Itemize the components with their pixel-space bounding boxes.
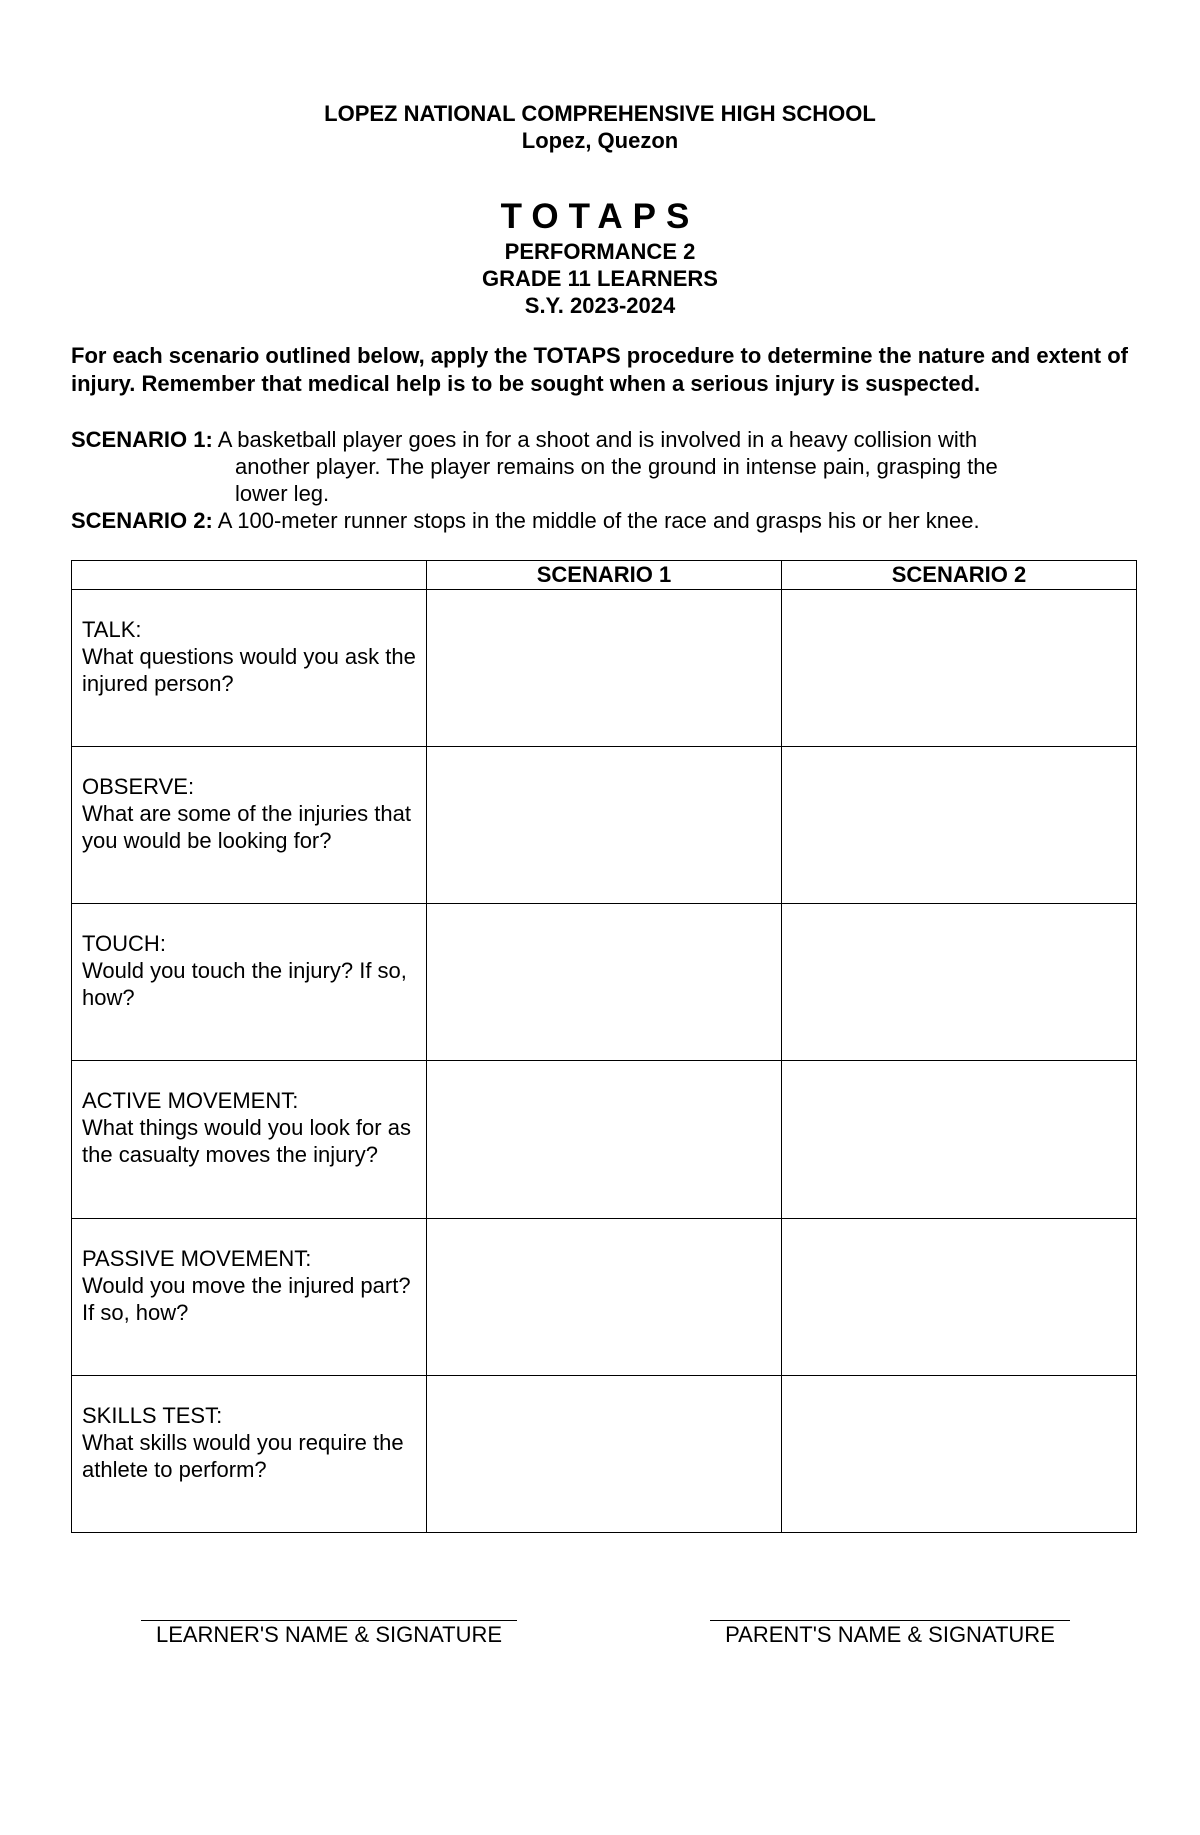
learner-signature-line[interactable]: [141, 1598, 517, 1621]
learner-signature-block: [141, 1598, 517, 1648]
step-name: PASSIVE MOVEMENT:: [82, 1246, 312, 1271]
table-row-skills-test: [72, 1376, 1137, 1533]
scenario-1: [71, 426, 1141, 507]
instructions: For each scenario outlined below, apply the TOTAPS procedure to determine the nature and extent of injury. Remember that medical help is to be sought when a serious injury is suspected.: [71, 343, 1128, 396]
table-row-observe: [72, 747, 1137, 904]
answer-cell-scenario-1[interactable]: [427, 1219, 782, 1376]
step-name: OBSERVE:: [82, 774, 195, 799]
parent-signature-block: [710, 1598, 1070, 1648]
step-cell: [72, 1376, 427, 1533]
table-row-passive-movement: [72, 1219, 1137, 1376]
step-name: TALK:: [82, 617, 142, 642]
page-title: TOTAPS: [500, 197, 700, 236]
scenario-1-text-line-3: lower leg.: [235, 481, 330, 506]
step-question: What skills would you require the athlete to perform?: [82, 1430, 404, 1482]
answer-cell-scenario-2[interactable]: [782, 904, 1137, 1061]
step-cell: [72, 904, 427, 1061]
step-question: Would you touch the injury? If so, how?: [82, 958, 407, 1010]
school-name: LOPEZ NATIONAL COMPREHENSIVE HIGH SCHOOL: [324, 101, 876, 126]
title-block: [0, 196, 1200, 319]
performance-label: PERFORMANCE 2: [504, 239, 696, 264]
step-question: What are some of the injuries that you would be looking for?: [82, 801, 411, 853]
scenario-1-text-line-2: another player. The player remains on the ground in intense pain, grasping the: [235, 454, 998, 479]
answer-cell-scenario-2[interactable]: [782, 1219, 1137, 1376]
parent-signature-label: PARENT'S NAME & SIGNATURE: [725, 1622, 1055, 1647]
parent-signature-line[interactable]: [710, 1598, 1070, 1621]
table-row-talk: [72, 590, 1137, 747]
school-header: [0, 100, 1200, 154]
answer-cell-scenario-2[interactable]: [782, 747, 1137, 904]
table-header-scenario-1: SCENARIO 1: [427, 561, 782, 590]
table-header-scenario-2: SCENARIO 2: [782, 561, 1137, 590]
step-cell: [72, 1061, 427, 1219]
school-location: Lopez, Quezon: [521, 128, 679, 153]
answer-cell-scenario-1[interactable]: [427, 1376, 782, 1533]
answer-cell-scenario-1[interactable]: [427, 590, 782, 747]
answer-cell-scenario-2[interactable]: [782, 590, 1137, 747]
step-question: What things would you look for as the casualty moves the injury?: [82, 1115, 411, 1167]
step-name: ACTIVE MOVEMENT:: [82, 1088, 299, 1113]
table-header-row: [72, 561, 1137, 590]
answer-cell-scenario-1[interactable]: [427, 747, 782, 904]
totaps-table: [71, 560, 1137, 1533]
table-header-blank: [72, 561, 427, 590]
scenario-2-label: SCENARIO 2:: [71, 508, 213, 533]
table-row-active-movement: [72, 1061, 1137, 1219]
answer-cell-scenario-1[interactable]: [427, 904, 782, 1061]
answer-cell-scenario-2[interactable]: [782, 1376, 1137, 1533]
step-name: SKILLS TEST:: [82, 1403, 223, 1428]
scenario-1-text-line-1: A basketball player goes in for a shoot and is involved in a heavy collision with: [217, 427, 978, 452]
scenario-1-label: SCENARIO 1:: [71, 427, 213, 452]
scenario-2-text: A 100-meter runner stops in the middle of the race and grasps his or her knee.: [217, 508, 980, 533]
school-year: S.Y. 2023-2024: [524, 293, 676, 318]
step-cell: [72, 590, 427, 747]
step-name: TOUCH:: [82, 931, 166, 956]
step-question: What questions would you ask the injured person?: [82, 644, 416, 696]
step-cell: [72, 1219, 427, 1376]
answer-cell-scenario-1[interactable]: [427, 1061, 782, 1219]
step-question: Would you move the injured part? If so, how?: [82, 1273, 411, 1325]
scenario-2: [71, 507, 1141, 534]
table-row-touch: [72, 904, 1137, 1061]
answer-cell-scenario-2[interactable]: [782, 1061, 1137, 1219]
learner-signature-label: LEARNER'S NAME & SIGNATURE: [155, 1622, 503, 1647]
grade-label: GRADE 11 LEARNERS: [482, 266, 718, 291]
step-cell: [72, 747, 427, 904]
